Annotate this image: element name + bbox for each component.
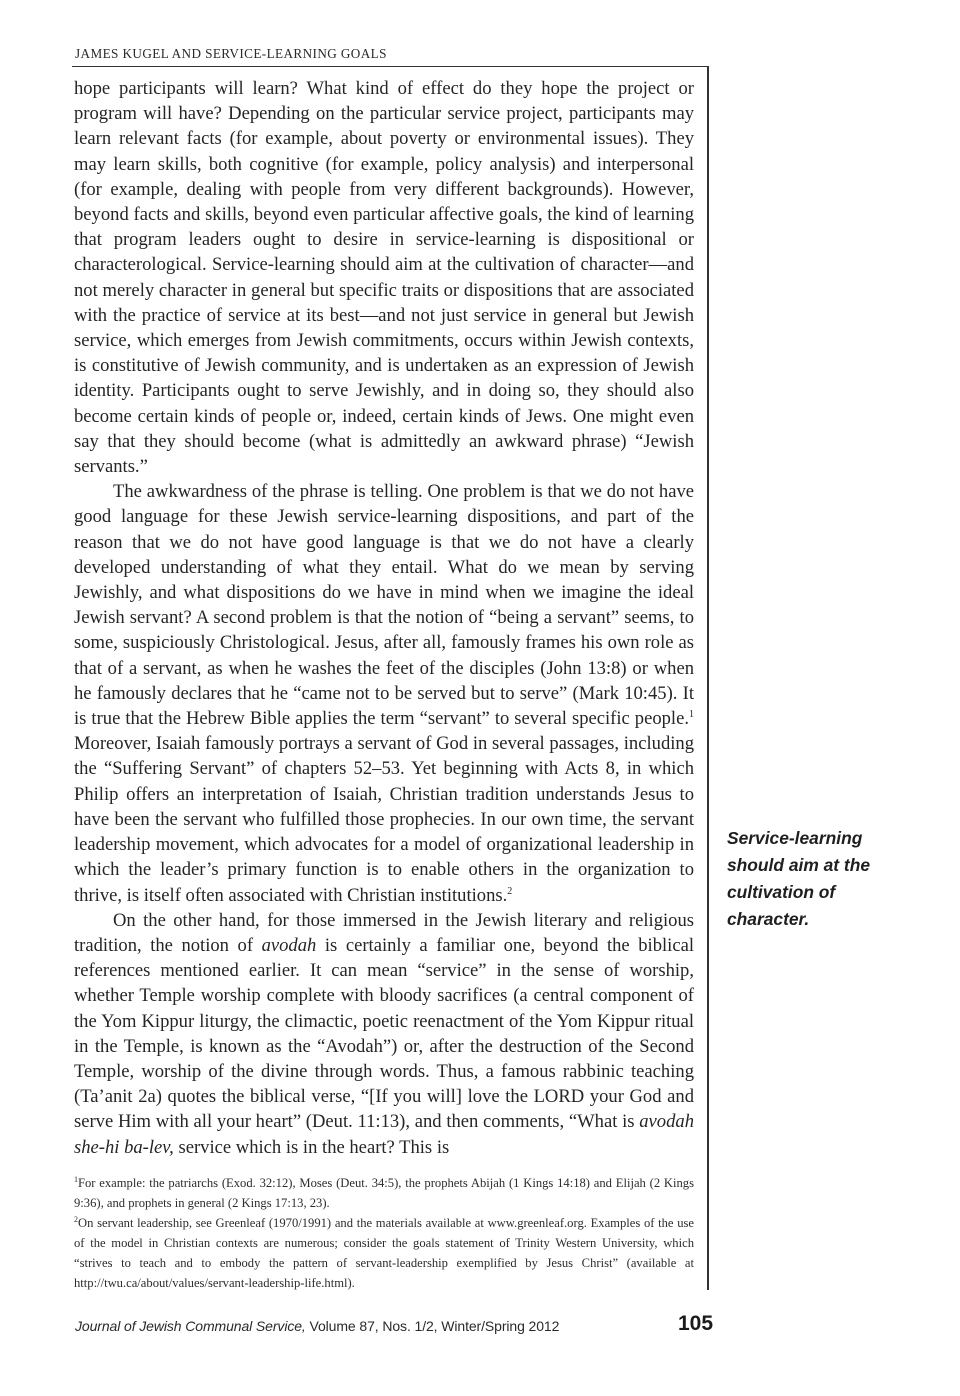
- paragraph-2-part-b: Moreover, Isaiah famously portrays a servant of God in several passages, including the “Suffering Servant” of chapters 52–53. Yet beginning with Acts 8, in which Philip offers an interpretation of Isaiah, Christian tradition understands Jesus to have been the servant who fulfilled those prophecies. In our own time, the servant leadership movement, which advocates for a model of organizational leadership in which the leader’s primary function is to enable others in the organization to thrive, is itself often associated with Christian institutions.: [74, 733, 694, 906]
- footnote-1-number: 1: [74, 1174, 78, 1184]
- paragraph-3-part-b: is certainly a familiar one, beyond the biblical references mentioned earlier. It can mean “service” in the sense of worship, whether Temple worship complete with bloody sacrifices (a central component of the Yom Kippur liturgy, the climactic, poetic reenactment of the Yom Kippur ritual in the Temple, is known as the “Avodah”) or, after the destruction of the Second Temple, worship of the divine through words. Thus, a famous rabbinic teaching (Ta’anit 2a) quotes the biblical verse, “[If you will] love the LORD your God and serve Him with all your heart” (Deut. 11:13), and then comments, “What is: [74, 934, 694, 1133]
- column-rule: [707, 66, 709, 1290]
- paragraph-1: hope participants will learn? What kind of effect do they hope the project or program will have? Depending on the particular service project, participants may learn relevant facts (for example, about poverty or environmental issues). They may learn skills, both cognitive (for example, policy analysis) and interpersonal (for example, dealing with people from very different backgrounds). However, beyond facts and skills, beyond even particular affective goals, the kind of learning that program leaders ought to desire in service-learning is dispositional or characterological. Service-learning should aim at the cultivation of character—and not merely character in general but specific traits or dispositions that are associated with the practice of service at its best—and not just service in general but Jewish service, which emerges from Jewish commitments, occurs within Jewish contexts, is constitutive of Jewish community, and is undertaken as an expression of Jewish identity. Participants ought to serve Jewishly, and in doing so, they should also become certain kinds of people or, indeed, certain kinds of Jews. One might even say that they should become (what is admittedly an awkward phrase) “Jewish servants.”: [74, 78, 694, 478]
- footnote-1-text: For example: the patriarchs (Exod. 32:12), Moses (Deut. 34:5), the prophets Abijah (1 Kings 14:18) and Elijah (2 Kings 9:36), and prophets in general (2 Kings 17:13, 23).: [74, 1176, 694, 1210]
- journal-title: Journal of Jewish Communal Service,: [75, 1318, 306, 1334]
- footnote-1: [74, 1173, 694, 1213]
- footnote-2-text: On servant leadership, see Greenleaf (1970/1991) and the materials available at www.greenleaf.org. Examples of the use of the model in Christian contexts are numerous; consider the goals statement of Trinity Western University, which “strives to teach and to embody the pattern of servant-leadership exemplified by Jesus Christ” (available at http://twu.ca/about/values/servant-leadership-life.html).: [74, 1216, 694, 1290]
- term-avodah-she-hi-ba-lev: avodah she-hi ba-lev,: [74, 1111, 694, 1158]
- journal-issue: Volume 87, Nos. 1/2, Winter/Spring 2012: [305, 1318, 560, 1334]
- header-rule: [72, 66, 708, 67]
- footnote-ref-2: 2: [507, 885, 513, 897]
- footnote-ref-1: 1: [689, 708, 694, 720]
- footnotes: [74, 1173, 694, 1293]
- paragraph-3-part-c: service which is in the heart? This is: [173, 1136, 450, 1158]
- footnote-2-number: 2: [74, 1214, 78, 1224]
- page-number: 105: [678, 1312, 714, 1335]
- paragraph-2: [74, 479, 694, 907]
- footnote-2: [74, 1213, 694, 1293]
- paragraph-3: [74, 908, 694, 1160]
- paragraph-3-part-a: On the other hand, for those immersed in the Jewish literary and religious tradition, the notion of: [74, 909, 694, 956]
- paragraph-2-part-a: The awkwardness of the phrase is telling. One problem is that we do not have good language for these Jewish service-learning dispositions, and part of the reason that we do not have good language is that we do not have a clearly developed understanding of what they entail. What do we mean by serving Jewishly, and what dispositions do we have in mind when we imagine the ideal Jewish servant? A second problem is that the notion of “being a servant” seems, to some, suspiciously Christological. Jesus, after all, famously frames his own role as that of a servant, as when he washes the feet of the disciples (John 13:8) or when he famously declares that he “came not to be served but to serve” (Mark 10:45). It is true that the Hebrew Bible applies the term “servant” to several specific people.: [74, 481, 694, 730]
- term-avodah: avodah: [261, 934, 317, 956]
- pull-quote: Service-learning should aim at the cultivation of character.: [727, 828, 871, 929]
- footer-citation: [75, 1318, 559, 1334]
- running-head: JAMES KUGEL AND SERVICE-LEARNING GOALS: [75, 46, 387, 61]
- main-text-column: [74, 76, 694, 1160]
